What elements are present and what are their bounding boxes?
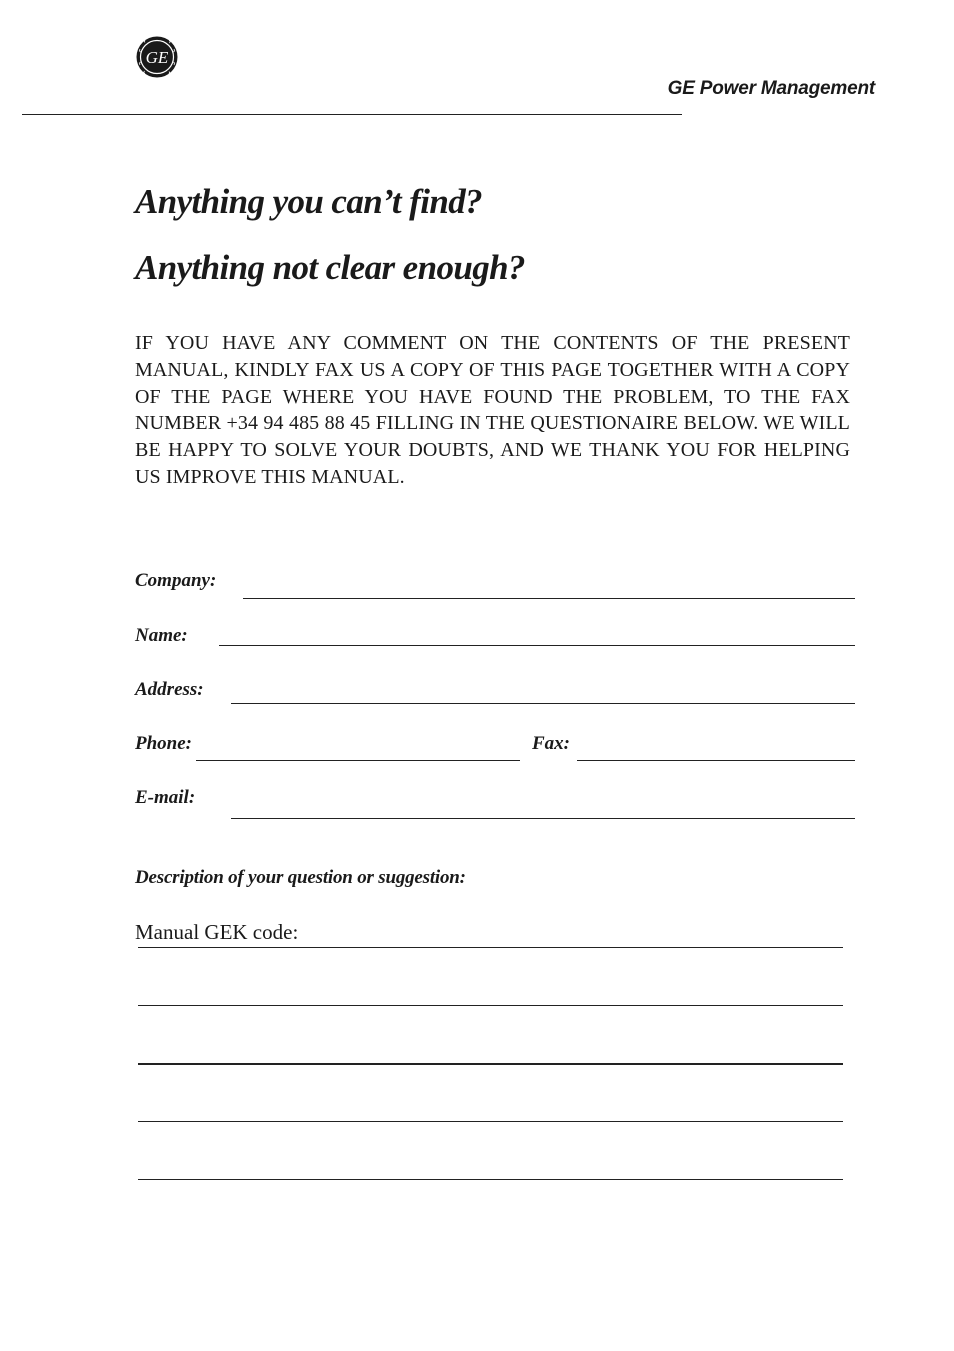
address-field[interactable] bbox=[231, 703, 855, 704]
company-label: Company: bbox=[135, 570, 217, 591]
fax-label: Fax: bbox=[532, 733, 570, 754]
description-line[interactable] bbox=[138, 1121, 843, 1122]
description-label: Description of your question or suggestion: bbox=[135, 867, 466, 888]
brand-name: GE Power Management bbox=[667, 78, 875, 99]
manual-gek-code-label: Manual GEK code: bbox=[135, 920, 299, 944]
header-divider bbox=[22, 114, 682, 115]
address-label: Address: bbox=[135, 679, 204, 700]
svg-text:GE: GE bbox=[145, 48, 169, 67]
phone-label: Phone: bbox=[135, 733, 192, 754]
headline-cant-find: Anything you can’t find? bbox=[135, 182, 482, 221]
gek-code-line[interactable] bbox=[138, 947, 843, 948]
name-label: Name: bbox=[135, 625, 188, 646]
fax-field[interactable] bbox=[577, 760, 855, 761]
phone-field[interactable] bbox=[196, 760, 520, 761]
headline-not-clear: Anything not clear enough? bbox=[135, 248, 525, 287]
ge-logo-icon bbox=[136, 36, 178, 78]
email-field[interactable] bbox=[231, 818, 855, 819]
company-field[interactable] bbox=[243, 598, 855, 599]
description-line[interactable] bbox=[138, 1063, 843, 1065]
name-field[interactable] bbox=[219, 645, 855, 646]
description-line[interactable] bbox=[138, 1005, 843, 1006]
description-line[interactable] bbox=[138, 1179, 843, 1180]
email-label: E-mail: bbox=[135, 787, 196, 808]
intro-paragraph: IF YOU HAVE ANY COMMENT ON THE CONTENTS OF THE PRESENT MANUAL, KINDLY FAX US A COPY OF THIS PAGE TOGETHER WITH A COPY OF THE PAGE WHERE YOU HAVE FOUND THE PROBLEM, TO THE FAX NUMBER +34 94 485 88 45 FILLING IN THE QUESTIONAIRE BELOW. WE WILL BE HAPPY TO SOLVE YOUR DOUBTS, AND WE THANK YOU FOR HELPING US IMPROVE THIS MANUAL. bbox=[135, 332, 850, 488]
